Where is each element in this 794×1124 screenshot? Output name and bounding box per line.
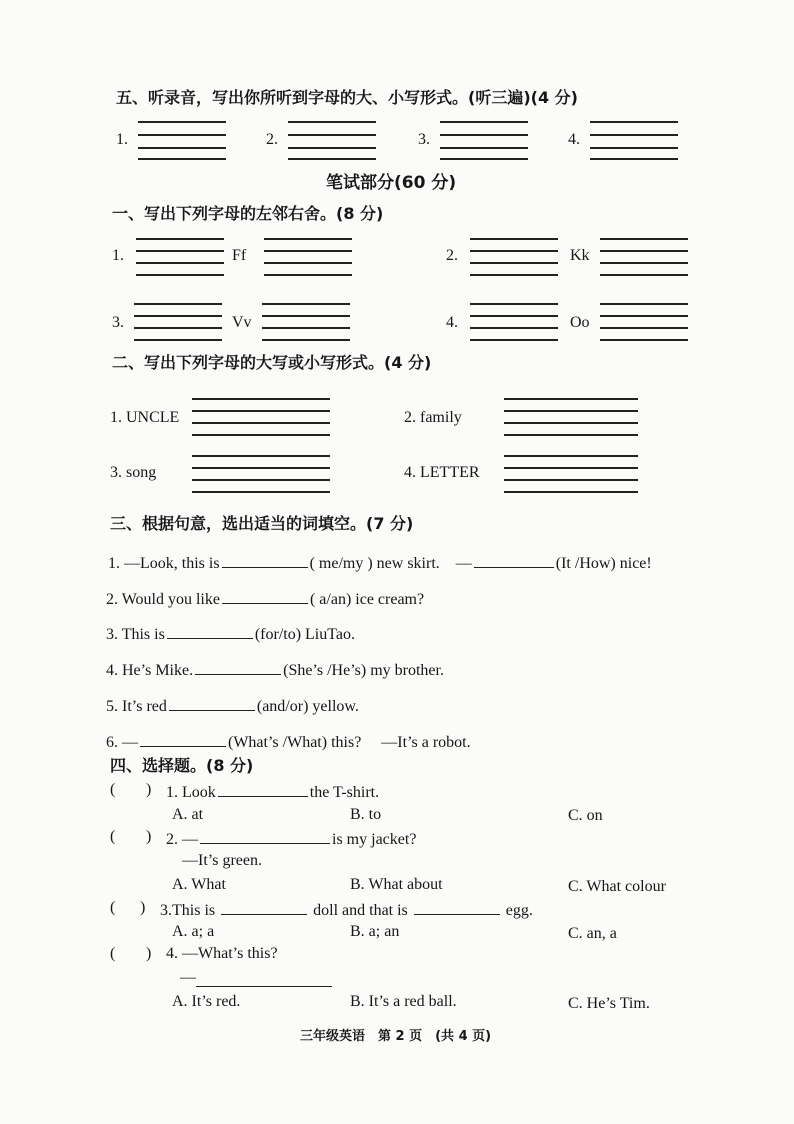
fill-q6-text-a: 6. — <box>106 734 138 751</box>
fill-q2-text-a: 2. Would you like <box>106 591 220 608</box>
fill-q3 <box>106 624 355 643</box>
neighbor-4-left-answer[interactable] <box>470 303 558 343</box>
fill-q6-blank[interactable] <box>140 732 226 747</box>
neighbor-1-left-answer[interactable] <box>136 238 224 278</box>
fill-q3-text-b: (for/to) LiuTao. <box>254 626 356 643</box>
listening-item-2-number: 2. <box>266 131 278 148</box>
section-5-heading: 五、听录音，写出你所听到字母的大、小写形式。(听三遍)(4 分) <box>116 88 578 107</box>
fill-q4-text-b: (She’s /He’s) my brother. <box>283 662 444 679</box>
case-item-1: 1. UNCLE <box>110 409 180 426</box>
choice-q1-open-paren: ( <box>110 781 116 798</box>
case-answer-2[interactable] <box>504 398 638 438</box>
neighbor-item-2-letter: Kk <box>570 247 590 264</box>
neighbor-1-right-answer[interactable] <box>264 238 352 278</box>
neighbor-item-1-letter: Ff <box>232 247 247 264</box>
fill-q1-blank-1[interactable] <box>222 553 308 568</box>
section-2-heading: 二、写出下列字母的大写或小写形式。(4 分) <box>112 353 432 372</box>
listening-item-1-number: 1. <box>116 131 128 148</box>
neighbor-item-4-letter: Oo <box>570 314 590 331</box>
fill-q4 <box>106 660 444 679</box>
written-part-title: 笔试部分(60 分) <box>326 173 457 193</box>
fill-q1-text-c: — <box>455 555 472 572</box>
choice-q2-stem <box>166 829 416 848</box>
choice-q2-close-paren: ) <box>146 828 152 845</box>
fill-q4-blank[interactable] <box>195 660 281 675</box>
case-item-4: 4. LETTER <box>404 464 480 481</box>
section-1-heading: 一、写出下列字母的左邻右舍。(8 分) <box>112 204 384 223</box>
fill-q6-text-b: (What’s /What) this? <box>228 734 362 751</box>
choice-q2-option-c: C. What colour <box>568 878 666 895</box>
choice-q1-text-b: the T-shirt. <box>309 784 380 801</box>
page-footer: 三年级英语 第 2 页 (共 4 页) <box>300 1029 492 1044</box>
listening-answer-1[interactable] <box>138 121 226 161</box>
choice-q3-stem <box>160 900 533 919</box>
choice-q3-close-paren: ) <box>140 899 146 916</box>
case-answer-4[interactable] <box>504 455 638 495</box>
listening-item-4-number: 4. <box>568 131 580 148</box>
choice-q4-dash: — <box>180 969 196 986</box>
choice-q1-stem <box>166 782 379 801</box>
case-item-3: 3. song <box>110 464 157 481</box>
fill-q2-blank[interactable] <box>222 589 308 604</box>
choice-q4-open-paren: ( <box>110 945 116 962</box>
fill-q5 <box>106 696 359 715</box>
case-item-2: 2. family <box>404 409 462 426</box>
choice-q2-line2: —It’s green. <box>182 852 262 869</box>
section-4-heading: 四、选择题。(8 分) <box>110 756 254 775</box>
choice-q2-blank[interactable] <box>200 829 330 844</box>
section-3-heading: 三、根据句意，选出适当的词填空。(7 分) <box>110 514 414 533</box>
choice-q1-close-paren: ) <box>146 781 152 798</box>
choice-q2-option-a: A. What <box>172 876 226 893</box>
choice-q2-open-paren: ( <box>110 828 116 845</box>
neighbor-item-3-number: 3. <box>112 314 124 331</box>
fill-q2-text-b: ( a/an) ice cream? <box>309 591 425 608</box>
choice-q3-blank-1[interactable] <box>221 900 307 915</box>
choice-q4-line2 <box>180 970 196 986</box>
fill-q1-text-a: 1. —Look, this is <box>108 555 220 572</box>
fill-q1-text-d: (It /How) nice! <box>555 555 652 572</box>
listening-answer-2[interactable] <box>288 121 376 161</box>
neighbor-2-left-answer[interactable] <box>470 238 558 278</box>
choice-q4-option-c: C. He’s Tim. <box>568 995 650 1012</box>
fill-q1-text-b: ( me/my ) new skirt. <box>309 555 440 572</box>
fill-q6 <box>106 732 471 751</box>
choice-q1-option-a: A. at <box>172 806 204 823</box>
choice-q4-stem: 4. —What’s this? <box>166 945 278 962</box>
fill-q4-text-a: 4. He’s Mike. <box>106 662 194 679</box>
fill-q1 <box>108 553 652 572</box>
choice-q3-option-c: C. an, a <box>568 925 617 942</box>
case-answer-1[interactable] <box>192 398 330 438</box>
choice-q4-close-paren: ) <box>146 945 152 962</box>
choice-q1-option-b: B. to <box>350 806 382 823</box>
choice-q1-text-a: 1. Look <box>166 784 216 801</box>
fill-q3-blank[interactable] <box>167 624 253 639</box>
fill-q5-text-a: 5. It’s red <box>106 698 167 715</box>
fill-q1-blank-2[interactable] <box>474 553 554 568</box>
choice-q4-answer-line[interactable] <box>196 986 332 987</box>
fill-q3-text-a: 3. This is <box>106 626 165 643</box>
choice-q4-option-b: B. It’s a red ball. <box>350 993 457 1010</box>
choice-q1-option-c: C. on <box>568 807 603 824</box>
neighbor-item-4-number: 4. <box>446 314 458 331</box>
choice-q2-text-b: is my jacket? <box>332 831 417 848</box>
neighbor-3-left-answer[interactable] <box>134 303 222 343</box>
choice-q3-open-paren: ( <box>110 899 116 916</box>
choice-q3-text-c: egg. <box>505 902 533 919</box>
fill-q5-text-b: (and/or) yellow. <box>256 698 359 715</box>
choice-q3-text-a: 3.This is <box>160 902 216 919</box>
choice-q3-option-a: A. a; a <box>172 923 215 940</box>
fill-q5-blank[interactable] <box>169 696 255 711</box>
choice-q2-option-b: B. What about <box>350 876 443 893</box>
neighbor-4-right-answer[interactable] <box>600 303 688 343</box>
choice-q4-option-a: A. It’s red. <box>172 993 241 1010</box>
choice-q3-text-b: doll and that is <box>313 902 408 919</box>
choice-q3-option-b: B. a; an <box>350 923 400 940</box>
fill-q6-text-c: —It’s a robot. <box>381 734 471 751</box>
case-answer-3[interactable] <box>192 455 330 495</box>
choice-q3-blank-2[interactable] <box>414 900 500 915</box>
neighbor-item-3-letter: Vv <box>232 314 252 331</box>
choice-q2-text-a: 2. — <box>166 831 198 848</box>
listening-item-3-number: 3. <box>418 131 430 148</box>
fill-q2 <box>106 589 424 608</box>
listening-answer-3[interactable] <box>440 121 528 161</box>
neighbor-2-right-answer[interactable] <box>600 238 688 278</box>
neighbor-item-2-number: 2. <box>446 247 458 264</box>
neighbor-item-1-number: 1. <box>112 247 124 264</box>
neighbor-3-right-answer[interactable] <box>262 303 350 343</box>
choice-q1-blank[interactable] <box>218 782 308 797</box>
listening-answer-4[interactable] <box>590 121 678 161</box>
